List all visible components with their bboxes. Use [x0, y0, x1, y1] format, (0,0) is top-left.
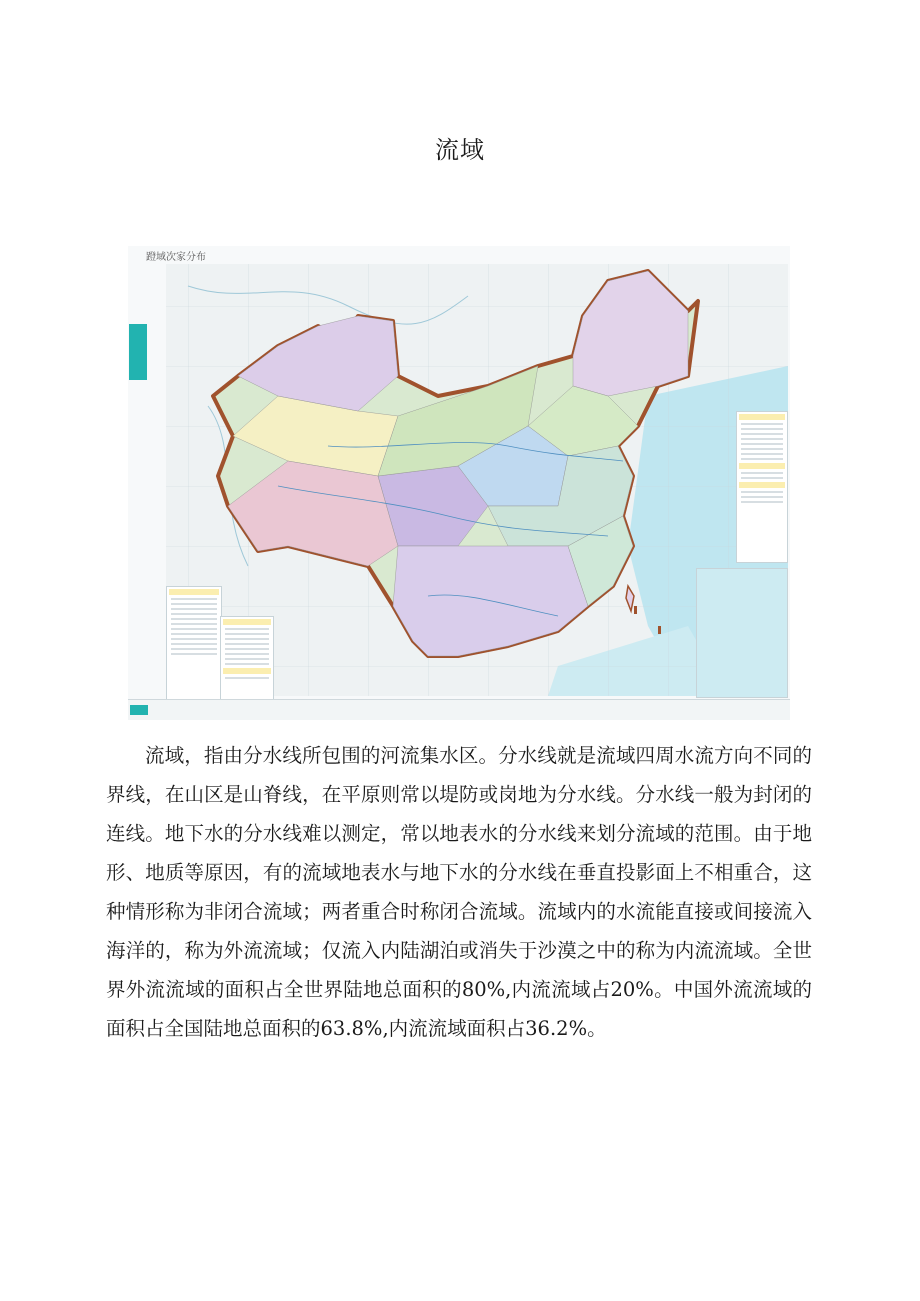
- page-title: 流域: [435, 136, 485, 164]
- south-china-sea-inset: [696, 568, 788, 698]
- page-number-tab: [130, 705, 148, 715]
- map-legend-center: [220, 616, 274, 700]
- section-tab: [129, 324, 147, 380]
- body-paragraph: 流域，指由分水线所包围的河流集水区。分水线就是流域四周水流方向不同的界线，在山区是山脊线，在平原则常以堤防或岗地为分水线。分水线一般为封闭的连线。地下水的分水线难以测定，常以地表水的分水线来划分流域的范围。由于地形、地质等原因，有的流域地表水与地下水的分水线在垂直投影面上不相重合，这种情形称为非闭合流域；两者重合时称闭合流域。流域内的水流能直接或间接流入海洋的，称为外流流域；仅流入内陆湖泊或消失于沙漠之中的称为内流流域。全世界外流流域的面积占全世界陆地总面积的80%,内流流域占20%。中国外流流域的面积占全国陆地总面积的63.8%,内流流域面积占36.2%。: [106, 744, 812, 1040]
- basin-map-figure: [128, 246, 790, 720]
- figure-caption: 蹬域次家分布: [146, 252, 206, 263]
- map-footer: [128, 699, 790, 720]
- map-legend-right: [736, 411, 788, 563]
- map-legend-left: [166, 586, 222, 700]
